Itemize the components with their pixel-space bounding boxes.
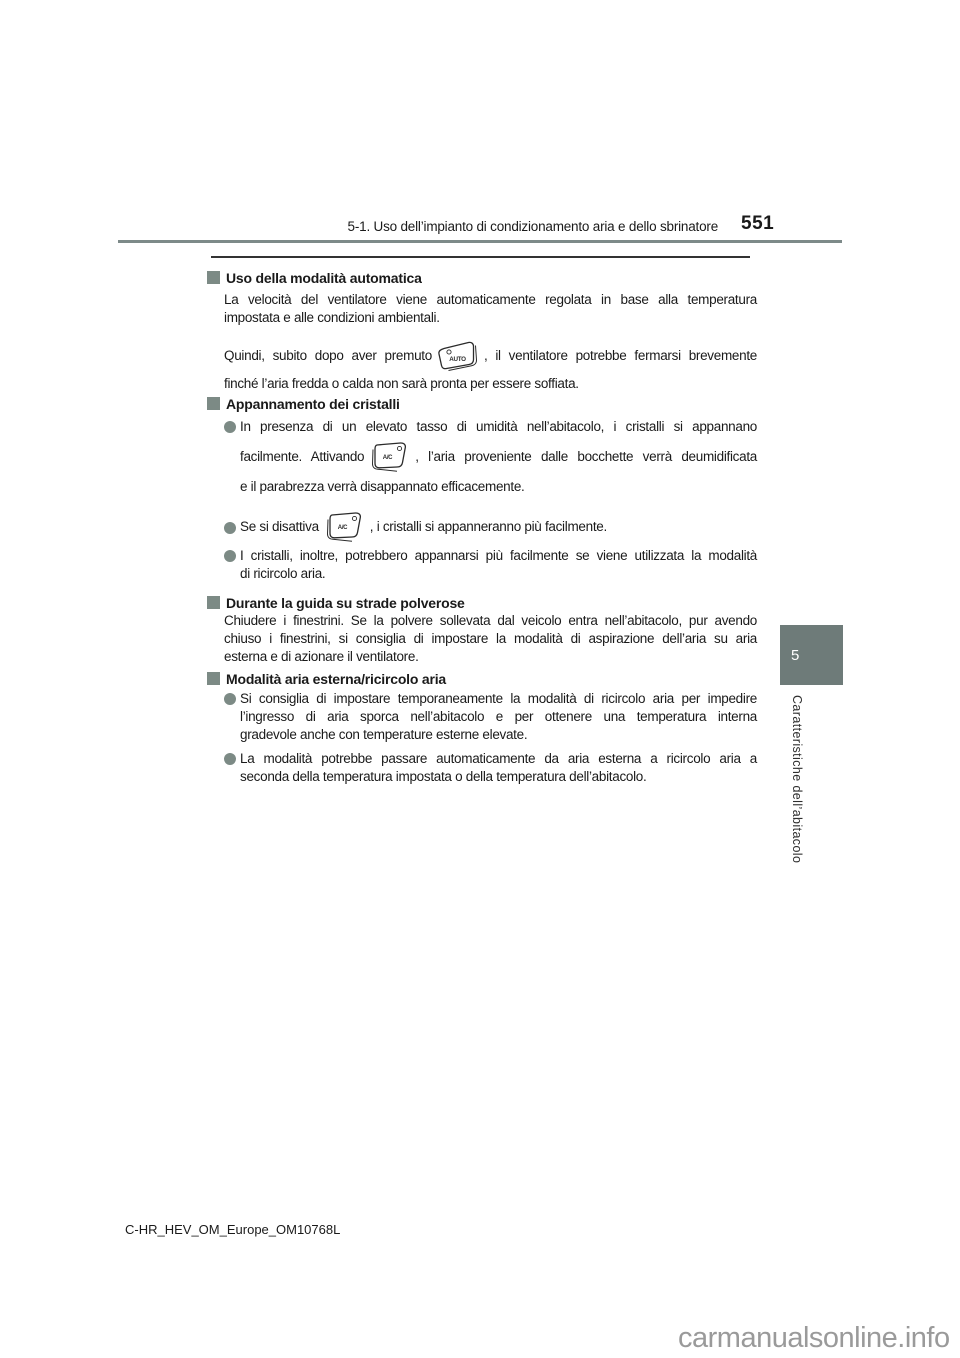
text-run: La modalità potrebbe passare automaticamente da aria esterna a ricircolo aria a xyxy=(240,751,757,766)
section-heading xyxy=(207,269,767,287)
text-run: Quindi, subito dopo aver premuto xyxy=(224,348,432,363)
text-line xyxy=(240,547,757,565)
watermark: carmanualsonline.info xyxy=(678,1322,950,1354)
paragraph xyxy=(224,337,757,393)
section-title: Appannamento dei cristalli xyxy=(226,396,400,412)
text-line xyxy=(240,768,757,786)
section-heading xyxy=(207,670,767,688)
svg-text:A/C: A/C xyxy=(337,525,348,532)
ac-button-icon xyxy=(367,440,412,474)
bullet-icon xyxy=(224,753,236,765)
bullet-icon xyxy=(224,522,236,534)
section-title: Durante la guida su strade polverose xyxy=(226,595,465,611)
text-run: impostata e alle condizioni ambientali. xyxy=(224,310,440,325)
text-run: di ricircolo aria. xyxy=(240,566,326,581)
text-run: La velocità del ventilatore viene automaticamente regolata in base alla temperatura xyxy=(224,292,757,307)
page-number: 551 xyxy=(741,213,775,234)
text-line xyxy=(240,565,757,583)
text-run: Si consiglia di impostare temporaneamente la modalità di ricircolo aria per impedire xyxy=(240,691,757,706)
auto-button-icon xyxy=(435,340,481,373)
text-line xyxy=(240,509,757,545)
svg-text:A/C: A/C xyxy=(383,455,393,462)
text-run: seconda della temperatura impostata o della temperatura dell’abitacolo. xyxy=(240,769,647,784)
text-run: Se si disattiva xyxy=(240,519,319,534)
text-line xyxy=(240,418,757,436)
text-line xyxy=(240,708,757,726)
section-square-icon xyxy=(207,672,220,685)
text-line xyxy=(240,436,757,478)
text-line xyxy=(224,648,757,666)
section-square-icon xyxy=(207,596,220,609)
bullet-item xyxy=(224,418,757,496)
bullet-item xyxy=(224,509,757,545)
paragraph xyxy=(224,612,757,666)
text-run: finché l’aria fredda o calda non sarà pronta per essere soffiata. xyxy=(224,376,579,391)
text-line xyxy=(240,690,757,708)
ac-button-icon xyxy=(322,510,367,544)
bullet-icon xyxy=(224,421,236,433)
text-run: chiuso i finestrini, si consiglia di impostare la modalità di aspirazione dell’aria su aria xyxy=(224,631,757,646)
header-rule xyxy=(118,240,842,243)
text-line xyxy=(224,309,757,327)
bullet-item xyxy=(224,750,757,786)
text-line xyxy=(224,375,757,393)
section-square-icon xyxy=(207,271,220,284)
text-run: esterna e di azionare il ventilatore. xyxy=(224,649,419,664)
bullet-icon xyxy=(224,693,236,705)
text-run: Chiudere i finestrini. Se la polvere sollevata dal veicolo entra nell’abitacolo, pur avendo xyxy=(224,613,757,628)
section-title: Uso della modalità automatica xyxy=(226,270,422,286)
section-square-icon xyxy=(207,397,220,410)
text-line xyxy=(224,291,757,309)
text-line xyxy=(240,726,757,744)
text-line xyxy=(240,478,757,496)
text-run: , l’aria proveniente dalle bocchette verrà deumidificata xyxy=(415,449,757,464)
section-heading xyxy=(207,395,767,413)
svg-text:AUTO: AUTO xyxy=(449,355,466,363)
text-run: I cristalli, inoltre, potrebbero appannarsi più facilmente se viene utilizzata la modalità xyxy=(240,548,757,563)
text-run: l’ingresso di aria sporca nell’abitacolo e per ottenere una temperatura interna xyxy=(240,709,757,724)
text-line xyxy=(224,630,757,648)
text-line xyxy=(224,612,757,630)
text-line xyxy=(224,337,757,375)
section-title: Modalità aria esterna/ricircolo aria xyxy=(226,671,447,687)
chapter-tab xyxy=(780,625,843,685)
header-section-title: 5-1. Uso dell’impianto di condizionamento aria e dello sbrinatore xyxy=(347,219,718,234)
chapter-title-vertical: Caratteristiche dell’abitacolo xyxy=(790,695,804,864)
paragraph xyxy=(224,291,757,327)
text-run: e il parabrezza verrà disappannato efficacemente. xyxy=(240,479,525,494)
text-run: facilmente. Attivando xyxy=(240,449,365,464)
bullet-icon xyxy=(224,550,236,562)
document-code: C-HR_HEV_OM_Europe_OM10768L xyxy=(125,1222,341,1237)
text-run: In presenza di un elevato tasso di umidità nell’abitacolo, i cristalli si appannano xyxy=(240,419,757,434)
bullet-item xyxy=(224,547,757,583)
text-line xyxy=(240,750,757,768)
text-run: , il ventilatore potrebbe fermarsi brevemente xyxy=(483,348,757,363)
chapter-number: 5 xyxy=(791,646,800,664)
section-heading xyxy=(207,594,767,612)
text-run: , i cristalli si appanneranno più facilmente. xyxy=(369,519,607,534)
bullet-item xyxy=(224,690,757,744)
text-run: gradevole anche con temperature esterne elevate. xyxy=(240,727,528,742)
content-top-rule xyxy=(211,256,750,258)
